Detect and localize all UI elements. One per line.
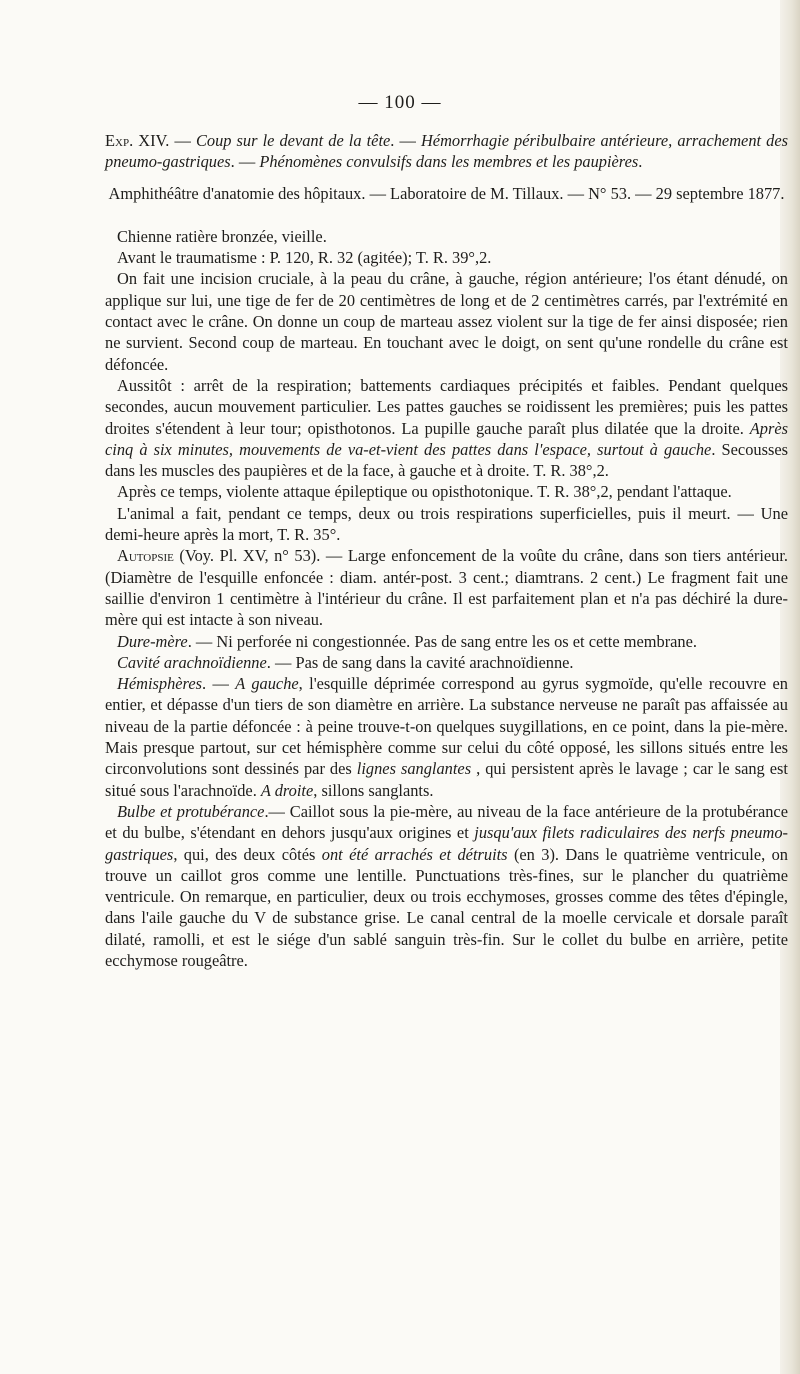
- title-symptoms: Phénomènes convulsifs dans les membres et les paupières: [259, 152, 639, 172]
- paragraph-autopsy: Autopsie (Voy. Pl. XV, n° 53). — Large enfoncement de la voûte du crâne, dans son tiers antérieur. (Diamètre de l'esquille enfoncée : diam. antér-post. 3 cent.; diamtrans. 2 cent.) Le fragment fait une saillie d'environ 1 centimètre à l'intérieur du crâne. Il est parfaitement plan et n'a pas déchiré la dure-mère qui est intacte à son niveau.: [105, 546, 788, 630]
- paragraph-bulb: Bulbe et protubérance.— Caillot sous la pie-mère, au niveau de la face antérieure de la protubérance et du bulbe, s'étendant en dehors jusqu'aux origines et jusqu'aux filets radiculaires des nerfs pneumo-gastriques, qui, des deux côtés ont été arrachés et détruits (en 3). Dans le quatrième ventricule, on trouve un caillot gros comme une lentille. Punctuations très-fines, sur le plancher du quatrième ventricule. On remarque, en particulier, deux ou trois ecchymoses, grosses comme des têtes d'épingle, dans l'aile gauche du V de substance grise. Le canal central de la moelle cervicale et dorsale paraît dilaté, ramolli, et est le siége d'un sablé sanguin très-fin. Sur le collet du bulbe en arrière, petite ecchymose rougeâtre.: [105, 801, 789, 970]
- paragraph-death: L'animal a fait, pendant ce temps, deux ou trois respirations superficielles, puis il meurt. — Une demi-heure après la mort, T. R. 35°.: [105, 503, 788, 545]
- paragraph-arachnoid: Cavité arachnoïdienne. — Pas de sang dans la cavité arachnoïdienne.: [117, 652, 574, 672]
- experiment-label: Exp. XIV.: [105, 131, 170, 150]
- page-number: — 100 —: [358, 92, 442, 113]
- paragraph-dura-mater: Dure-mère. — Ni perforée ni congestionnée. Pas de sang entre les os et cette membrane.: [117, 631, 697, 651]
- paragraph-attack: Après ce temps, violente attaque épileptique ou opisthotonique. T. R. 38°,2, pendant l'attaque.: [117, 482, 732, 502]
- title-lesion: Hémorrhagie péribulbaire antérieure, arrachement des pneumo-gastriques: [105, 131, 789, 172]
- paragraph-hemispheres: Hémisphères. — A gauche, l'esquille déprimée correspond au gyrus sygmoïde, qu'elle recouvre en entier, et dépasse d'un tiers de son diamètre en arrière. La substance nerveuse ne paraît pas affaissée au niveau de la partie défoncée : à peine trouve-t-on quelques suygillations, en ce point, dans la pie-mère. Mais presque partout, sur cet hémisphère comme sur celui du côté opposé, les sillons situés entre les circonvolutions sont dessinés par des lignes sanglantes , qui persistent après le lavage ; car le sang est situé sous l'arachnoïde. A droite, sillons sanglants.: [105, 674, 788, 800]
- paragraph-subject: Chienne ratière bronzée, vieille.: [117, 226, 327, 246]
- page-text: [105, 130, 788, 971]
- autopsy-label: Autopsie: [117, 546, 174, 566]
- paragraph-immediate: Aussitôt : arrêt de la respiration; battements cardiaques précipités et faibles. Pendant quelques secondes, aucun mouvement particulier. Les pattes gauches se roidissent les premières; puis les pattes droites s'étendent à leur tour; opisthotonos. La pupille gauche paraît plus dilatée que la droite. Après cinq à six minutes, mouvements de va-et-vient des pattes dans l'espace, surtout à gauche. Secousses dans les muscles des paupières et de la face, à gauche et à droite. T. R. 38°,2.: [105, 375, 788, 481]
- experiment-location: Amphithéâtre d'anatomie des hôpitaux. — Laboratoire de M. Tillaux. — N° 53. — 29 septembre 1877.: [108, 183, 785, 203]
- paragraph-procedure: On fait une incision cruciale, à la peau du crâne, à gauche, région antérieure; l'os étant dénudé, on applique sur lui, une tige de fer de 20 centimètres de long et de 2 centimètres carrés, par l'extrémité en contact avec le crâne. On donne un coup de marteau assez violent sur la tige de fer ainsi disposée; rien ne survient. Second coup de marteau. En touchant avec le doigt, on sent qu'une rondelle du crâne est défoncée.: [105, 269, 788, 374]
- experiment-title: Exp. XIV. — Coup sur le devant de la tête. — Hémorrhagie péribulbaire antérieure, arrachement des pneumo-gastriques. — Phénomènes convulsifs dans les membres et les paupières.: [105, 131, 789, 172]
- title-cause: Coup sur le devant de la tête: [195, 131, 391, 150]
- paragraph-before: Avant le traumatisme : P. 120, R. 32 (agitée); T. R. 39°,2.: [117, 248, 492, 268]
